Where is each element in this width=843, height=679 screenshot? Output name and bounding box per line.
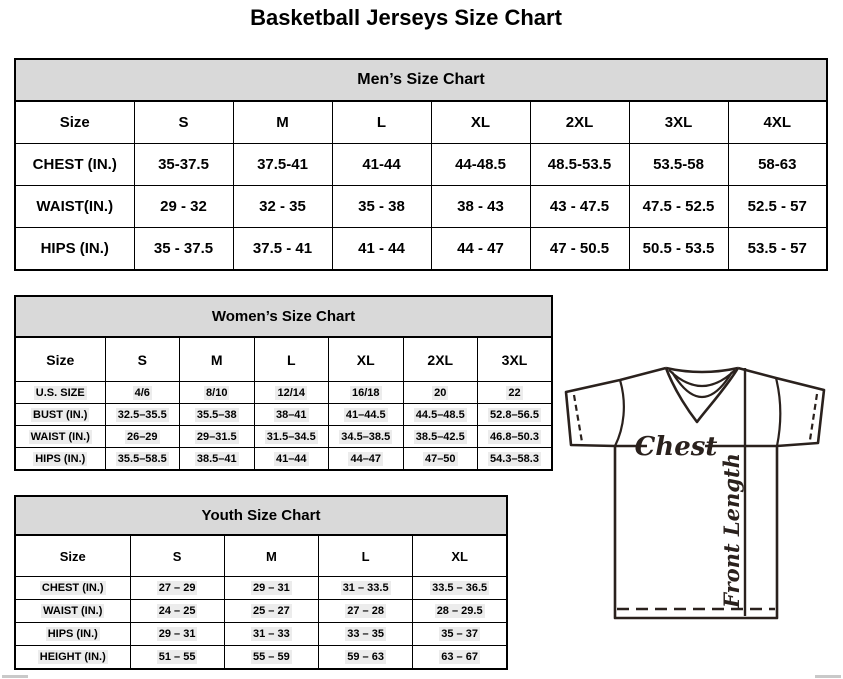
mens-col-header: 3XL	[629, 101, 728, 144]
mens-cell: 47.5 - 52.5	[629, 186, 728, 228]
mens-cell: 35 - 38	[332, 186, 431, 228]
womens-size-chart-table	[14, 295, 553, 471]
womens-cell: 54.3–58.3	[478, 448, 553, 471]
mens-chart-header: Men’s Size Chart	[15, 59, 827, 101]
cuff-dashed-line-left	[574, 395, 582, 442]
womens-cell: 38.5–41	[180, 448, 255, 471]
womens-cell: 29–31.5	[180, 426, 255, 448]
womens-waist-row	[15, 426, 552, 448]
jersey-measurement-diagram	[556, 360, 840, 628]
mens-cell: 44 - 47	[431, 228, 530, 271]
womens-cell: 44–47	[329, 448, 404, 471]
mens-cell: 35 - 37.5	[134, 228, 233, 271]
mens-cell: 35-37.5	[134, 144, 233, 186]
womens-cell: 16/18	[329, 382, 404, 404]
youth-cell: 35 – 37	[413, 623, 507, 646]
mens-cell: 58-63	[728, 144, 827, 186]
womens-cell: 32.5–35.5	[105, 404, 180, 426]
jersey-back-collar-line	[666, 368, 738, 372]
youth-hips-row	[15, 623, 507, 646]
youth-row-label: HIPS (IN.)	[15, 623, 130, 646]
womens-col-header: M	[180, 337, 255, 382]
youth-size-chart-table	[14, 495, 508, 670]
womens-col-header: 3XL	[478, 337, 553, 382]
womens-cell: 35.5–58.5	[105, 448, 180, 471]
cuff-dashed-line-right	[810, 394, 817, 440]
mens-cell: 29 - 32	[134, 186, 233, 228]
mens-col-header: M	[233, 101, 332, 144]
youth-cell: 31 – 33	[224, 623, 318, 646]
womens-col-header: 2XL	[403, 337, 478, 382]
youth-row-label: HEIGHT (IN.)	[15, 646, 130, 670]
womens-row-label: WAIST (IN.)	[15, 426, 105, 448]
mens-col-header: S	[134, 101, 233, 144]
mens-waist-row	[15, 186, 827, 228]
youth-waist-row	[15, 600, 507, 623]
womens-cell: 31.5–34.5	[254, 426, 329, 448]
youth-col-header: Size	[15, 535, 130, 577]
youth-cell: 29 – 31	[130, 623, 224, 646]
youth-row-label: CHEST (IN.)	[15, 577, 130, 600]
mens-row-label: CHEST (IN.)	[15, 144, 134, 186]
mens-col-header: 2XL	[530, 101, 629, 144]
mens-cell: 37.5 - 41	[233, 228, 332, 271]
mens-chest-row	[15, 144, 827, 186]
jersey-collar-band-arc	[672, 372, 732, 397]
womens-chart-header: Women’s Size Chart	[15, 296, 552, 337]
womens-col-header: S	[105, 337, 180, 382]
page-title: Basketball Jerseys Size Chart	[250, 5, 562, 30]
youth-cell: 31 – 33.5	[319, 577, 413, 600]
mens-cell: 32 - 35	[233, 186, 332, 228]
youth-cell: 28 – 29.5	[413, 600, 507, 623]
womens-hips-row	[15, 448, 552, 471]
youth-cell: 25 – 27	[224, 600, 318, 623]
womens-row-label: BUST (IN.)	[15, 404, 105, 426]
mens-col-header: L	[332, 101, 431, 144]
front-length-label: Front Length	[719, 453, 744, 608]
mens-cell: 53.5 - 57	[728, 228, 827, 271]
womens-cell: 8/10	[180, 382, 255, 404]
womens-cell: 38–41	[254, 404, 329, 426]
womens-cell: 34.5–38.5	[329, 426, 404, 448]
mens-col-header: 4XL	[728, 101, 827, 144]
youth-cell: 27 – 28	[319, 600, 413, 623]
mens-size-chart-table	[14, 58, 828, 271]
womens-col-header: XL	[329, 337, 404, 382]
youth-row-label: WAIST (IN.)	[15, 600, 130, 623]
youth-col-header: S	[130, 535, 224, 577]
mens-cell: 41 - 44	[332, 228, 431, 271]
youth-cell: 33.5 – 36.5	[413, 577, 507, 600]
womens-cell: 22	[478, 382, 553, 404]
womens-cell: 12/14	[254, 382, 329, 404]
womens-cell: 41–44	[254, 448, 329, 471]
youth-height-row	[15, 646, 507, 670]
mens-hips-row	[15, 228, 827, 271]
womens-row-label: HIPS (IN.)	[15, 448, 105, 471]
chest-label: Chest	[634, 432, 718, 462]
jersey-outline	[566, 368, 824, 618]
mens-cell: 53.5-58	[629, 144, 728, 186]
mens-cell: 37.5-41	[233, 144, 332, 186]
mens-row-label: WAIST(IN.)	[15, 186, 134, 228]
youth-col-header: L	[319, 535, 413, 577]
mens-cell: 41-44	[332, 144, 431, 186]
youth-cell: 55 – 59	[224, 646, 318, 670]
womens-column-header-row	[15, 337, 552, 382]
womens-bust-row	[15, 404, 552, 426]
youth-cell: 33 – 35	[319, 623, 413, 646]
womens-cell: 35.5–38	[180, 404, 255, 426]
youth-chest-row	[15, 577, 507, 600]
youth-cell: 29 – 31	[224, 577, 318, 600]
mens-cell: 52.5 - 57	[728, 186, 827, 228]
youth-chart-header: Youth Size Chart	[15, 496, 507, 535]
mens-column-header-row	[15, 101, 827, 144]
mens-col-header: XL	[431, 101, 530, 144]
youth-cell: 59 – 63	[319, 646, 413, 670]
youth-cell: 27 – 29	[130, 577, 224, 600]
mens-cell: 50.5 - 53.5	[629, 228, 728, 271]
womens-cell: 52.8–56.5	[478, 404, 553, 426]
womens-cell: 44.5–48.5	[403, 404, 478, 426]
mens-cell: 43 - 47.5	[530, 186, 629, 228]
youth-col-header: XL	[413, 535, 507, 577]
womens-cell: 4/6	[105, 382, 180, 404]
youth-col-header: M	[224, 535, 318, 577]
womens-cell: 26–29	[105, 426, 180, 448]
womens-us-size-row	[15, 382, 552, 404]
mens-cell: 47 - 50.5	[530, 228, 629, 271]
scrollbar-fragment-left	[2, 675, 28, 678]
womens-cell: 41–44.5	[329, 404, 404, 426]
youth-cell: 63 – 67	[413, 646, 507, 670]
mens-col-header: Size	[15, 101, 134, 144]
mens-cell: 48.5-53.5	[530, 144, 629, 186]
womens-col-header: Size	[15, 337, 105, 382]
youth-cell: 24 – 25	[130, 600, 224, 623]
womens-cell: 38.5–42.5	[403, 426, 478, 448]
womens-cell: 20	[403, 382, 478, 404]
womens-cell: 47–50	[403, 448, 478, 471]
womens-col-header: L	[254, 337, 329, 382]
womens-row-label: U.S. SIZE	[15, 382, 105, 404]
mens-cell: 44-48.5	[431, 144, 530, 186]
mens-row-label: HIPS (IN.)	[15, 228, 134, 271]
scrollbar-fragment-right	[815, 675, 841, 678]
youth-cell: 51 – 55	[130, 646, 224, 670]
jersey-left-sleeve-seam	[615, 380, 624, 446]
mens-cell: 38 - 43	[431, 186, 530, 228]
youth-column-header-row	[15, 535, 507, 577]
womens-cell: 46.8–50.3	[478, 426, 553, 448]
jersey-right-sleeve-seam	[776, 378, 780, 446]
